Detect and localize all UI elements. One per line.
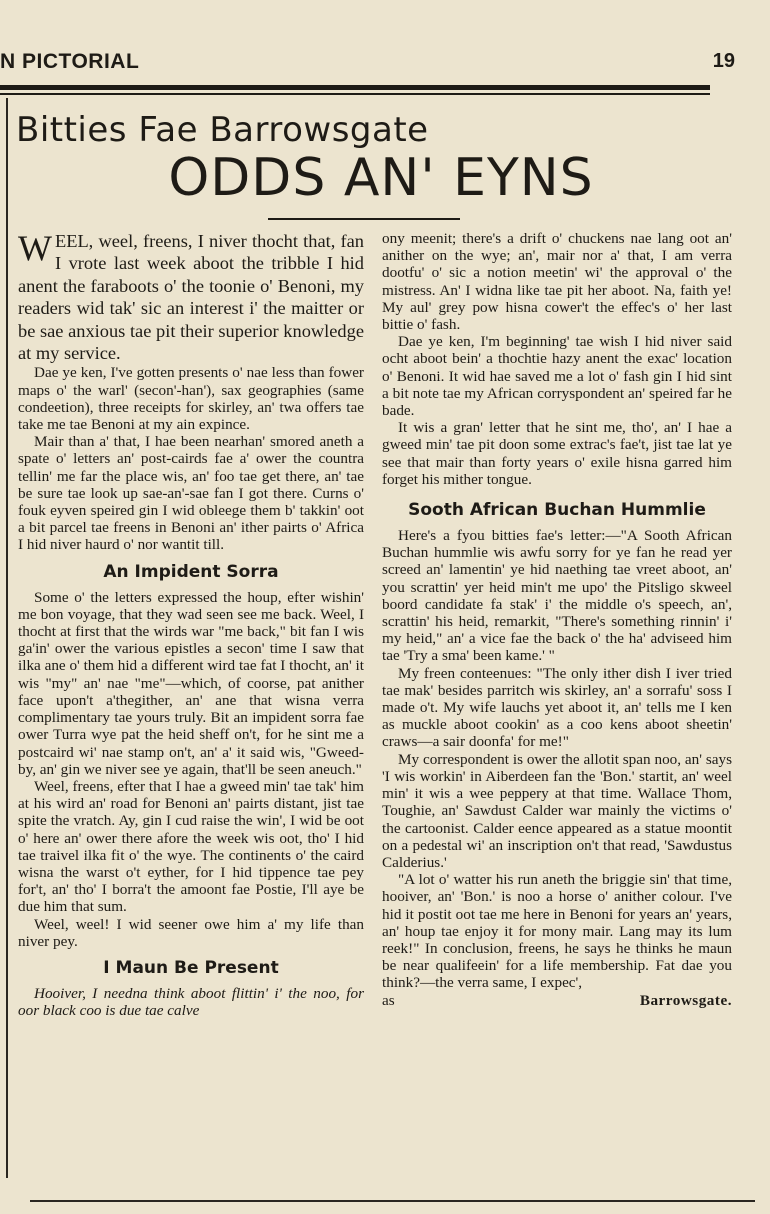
paragraph: It wis a gran' letter that he sint me, tho', an' I hae a gweed min' tae pit doon some extrac's fae't, jist tae lat ye see that mair than forty years o' exile hisna garred him forget his mither tongue. — [382, 419, 732, 488]
lead-paragraph — [18, 230, 364, 364]
series-title: Bitties Fae Barrowsgate — [16, 110, 429, 150]
paragraph: Dae ye ken, I've gotten presents o' nae less than fower maps o' the warl' (secon'-han'), sax geographies (same condeetion), three receipts for skirley, an' twa offers tae take me tae Benoni at my ain expince. — [18, 364, 364, 434]
subheading-impident-sorra: An Impident Sorra — [103, 561, 279, 582]
signoff-line — [382, 992, 732, 1009]
running-header — [0, 50, 735, 74]
page-number: 19 — [712, 50, 735, 72]
paragraph: Here's a fyou bitties fae's letter:—"A Sooth African Buchan hummlie wis awfu sorry for ye fan he read yer screed an' lamentin' ye hid naething tae vreet aboot, an' you scrattin' yer heid min't me upo' the Pitsligo skweel boord candidate fa stak' i' the middle o's speech, an', scrattin' his heid, remarkit, "There's something rinnin' i' my heid," an' a vice fae the back o' the ha' adviseed him tae 'Try a sma' been kame.' " — [382, 527, 732, 665]
paragraph: Dae ye ken, I'm beginning' tae wish I hid niver said ocht aboot bein' a thochtie hazy anent the exac' location o' Benoni. It wid hae saved me a lot o' fash gin I hid sint a bit note tae my African corryspondent an' speired far he bade. — [382, 333, 732, 420]
column-left-border — [6, 98, 8, 1178]
header-rule-thin — [0, 93, 710, 95]
article-title: ODDS AN' EYNS — [168, 148, 594, 208]
closing-word: as — [382, 991, 395, 1009]
footer-rule — [30, 1200, 755, 1202]
author-signature: Barrowsgate. — [639, 991, 732, 1009]
paragraph: Mair than a' that, I hae been nearhan' smored aneth a spate o' letters an' post-cairds fae a' ower the countra tellin' me far the place wis, an' foo tae get there, an' tae be sure tae look up sae-an'-sae fan I got there. Curns o' fouk eyven speired gin I wid obleege them b' takkin' oot a bit parcel tae freens in Benoni an' ither pairts o' Africa I hid niver haurd o' nor wantit till. — [18, 433, 364, 554]
paragraph: My freen conteenues: "The only ither dish I iver tried tae mak' besides parritch wis skirley, an' a sorrafu' soss I made o't. My wife lauchs yet aboot it, an' tells me I ken as muckle aboot cookin' as a coo kens aboot sheetin' craws—a sair doonfa' for me!" — [382, 664, 732, 751]
paragraph: Some o' the letters expressed the houp, efter wishin' me bon voyage, that they wad seen see me back. Weel, I thocht at first that the wirds war "me back," bit fan I wis ga'in' ower the various epistles a secon' time I saw that ilka ane o' them hid a different wird tae fat I thocht, an' it wis "my" an' nae "me"—which, of coorse, pat anither face upon't a'thegither, an' ane that wisna verra complimentary tae yours truly. Bit an impident sorra fae ower Turra wye pat the heid sheff on't, for he sint me a postcaird wi' nae stamp on't, an' a' it said wis, "Gweed-by, an' gin we niver see ye again, that'll be seen aneuch." — [18, 588, 364, 778]
paragraph: Weel, freens, efter that I hae a gweed min' tae tak' him at his wird an' road for Benoni an' pairts distant, jist tae spite the vratch. Ay, gin I cud raise the win', I wid be oot o' here an' ower there afore the week wis oot, tho' I hid tae traivel ilka fit o' the wye. The continents o' the caird wisna the warst o't eyther, for I hid tippence tae pey for't, an' tho' I borra't the amoont fae Postie, I'll aye be due him that sum. — [18, 777, 364, 916]
paragraph: My correspondent is ower the allotit span noo, an' says 'I wis workin' in Aiberdeen fan the 'Bon.' startit, an' weel min' it wis a wee peppery at that time. Wallace Thom, Toughie, an' Sawdust Calder war mainly the victims o' the cartoonist. Calder eence appeared as a statue moontit on a pedestal wi' an inscription on't that read, 'Sawdustus Calderius.' — [382, 750, 732, 871]
paragraph: Hooiver, I needna think aboot flittin' i' the noo, for oor black coo is due tae calve — [18, 984, 364, 1020]
header-rule-thick — [0, 85, 710, 90]
column-right — [382, 230, 732, 1009]
lead-text: EEL, weel, freens, I niver thocht that, fan I vrote last week aboot the tribble I hid anent the faraboots o' the toonie o' Benoni, my readers wid tak' sic an interest i' the maitter or be sae anxious tae pit their superior knowledge at my service. — [18, 231, 364, 364]
column-left — [18, 230, 364, 1019]
paragraph: Weel, weel! I wid seener owe him a' my life than niver pey. — [18, 915, 364, 950]
title-underline — [268, 218, 460, 220]
subheading-maun-be-present: I Maun Be Present — [103, 957, 279, 978]
subheading-sooth-african: Sooth African Buchan Hummlie — [408, 500, 706, 521]
paragraph: "A lot o' watter his run aneth the briggie sin' that time, hooiver, an' 'Bon.' is noo a horse o' anither colour. I've hid it postit oot tae me here in Benoni for years an' years, an' houp tae enjoy it for mony mair. Lang may its lum reek!" In conclusion, freens, he says he thinks he maun be near qualifeein' for a life membership. Fat dae you think?—the verra same, I expec', — [382, 871, 732, 992]
drop-cap: W — [18, 228, 52, 268]
paragraph: ony meenit; there's a drift o' chuckens nae lang oot an' anither on the wye; an', mair nor a' that, I am verra dootfu' o' sic a notion meetin' wi' the approval o' the mistress. An' I widna like tae pit her aboot. Na, faith ye! My aul' grey pow hisna cower't the effec's o' her last bittie o' fash. — [382, 230, 732, 334]
publication-title: N PICTORIAL — [0, 50, 140, 73]
